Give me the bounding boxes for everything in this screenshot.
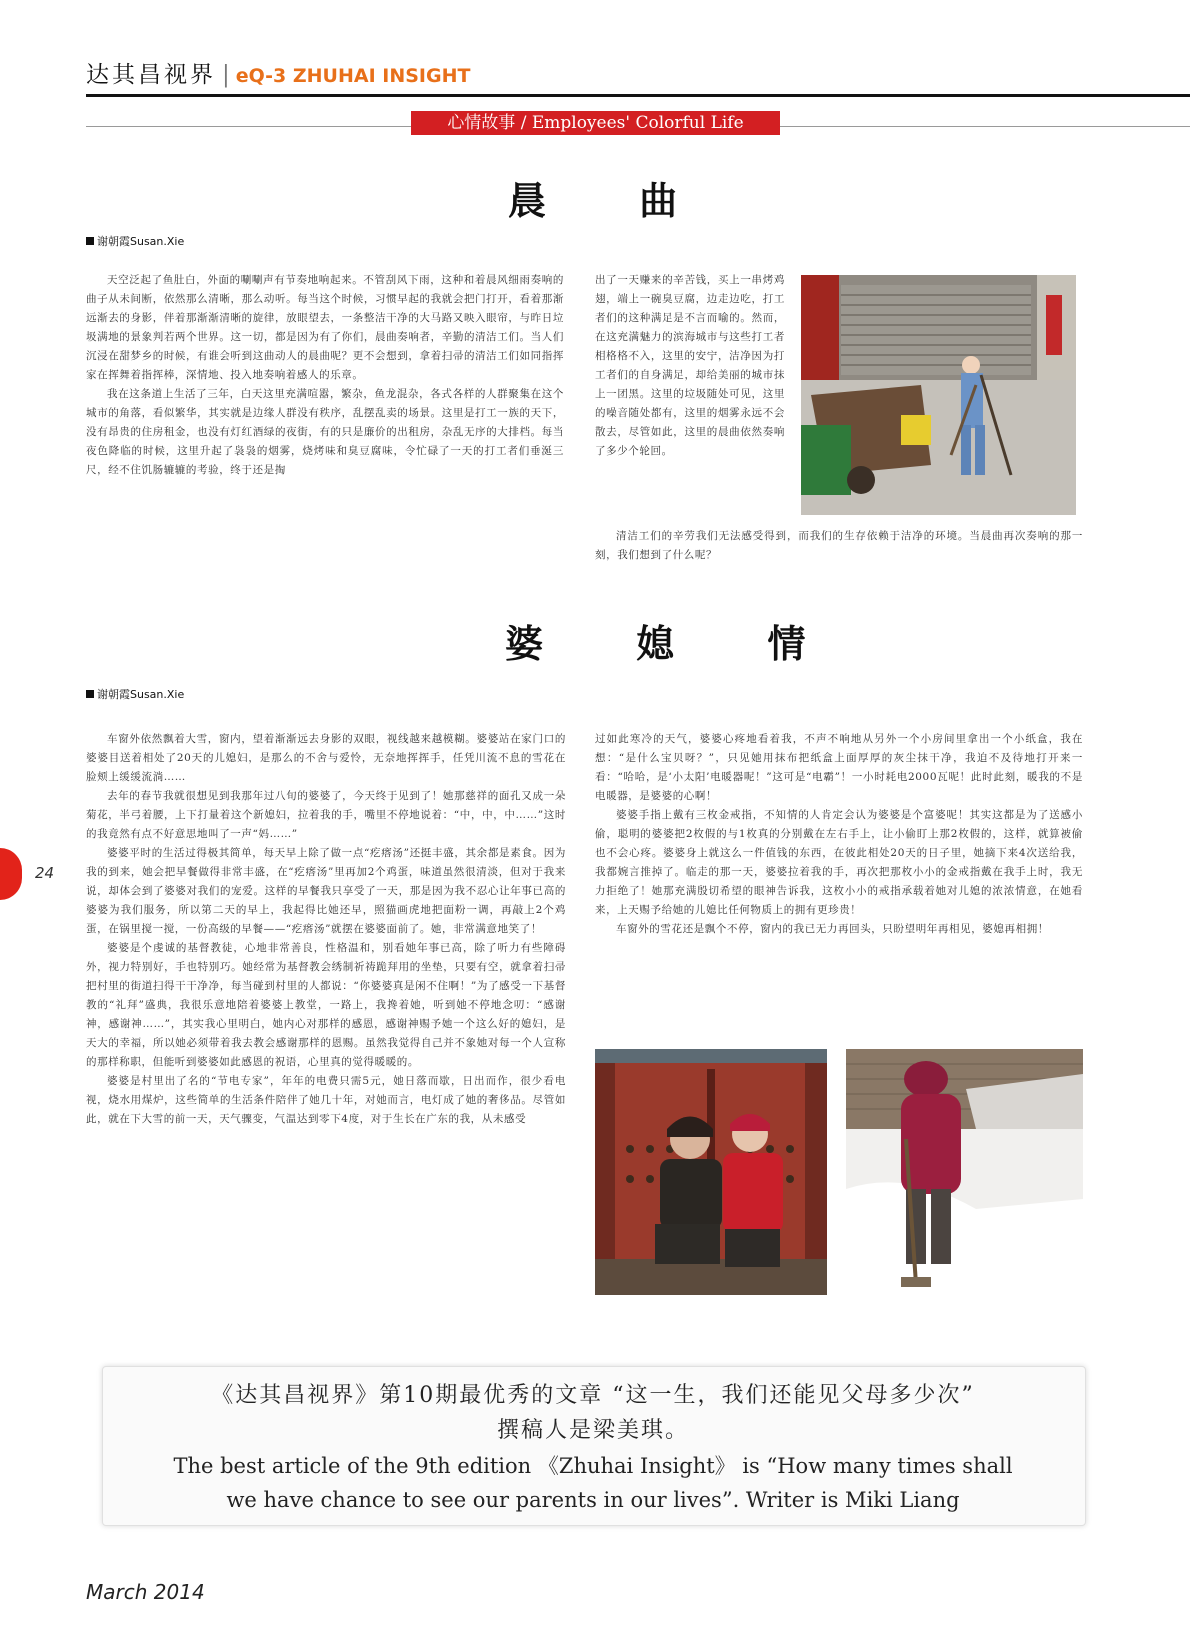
article2-paragraph: 婆婆是个虔诚的基督教徒，心地非常善良，性格温和，别看她年事已高，除了听力有些障碍外，视力特别好，手也特别巧。她经常为基督教会绣制祈祷跪拜用的坐垫，只要有空，就拿着扫帚把村里的街道扫得干干净净，每当碰到村里的人都说：“你婆婆真是闲不住啊！”为了感受一下基督教的“礼拜”盛典，我很乐意地陪着婆婆上教堂，一路上，我搀着她，听到她不停地念叨：“感谢神，感谢神……”，其实我心里明白，她内心对那样的感恩，感谢神赐予她一个这么好的媳妇，是天大的幸福，所以她必须带着我去教会感谢那样的恩赐。虽然我觉得自己并不象她对每一个人宣称的那样称职，但能听到婆婆如此感恩的祝语，心里真的觉得暖暖的。 — [86, 942, 566, 1068]
banner-line-cn-1: 《达其昌视界》第10期最优秀的文章 “这一生，我们还能见父母多少次” — [211, 1383, 975, 1408]
banner-line-en-1: The best article of the 9th edition 《Zhuhai Insight》 is “How many times shall — [173, 1454, 1013, 1478]
street-sweeper-photo — [801, 275, 1076, 515]
article2-paragraph: 去年的春节我就很想见到我那年过八旬的婆婆了，今天终于见到了！她那慈祥的面孔又成一朵菊花，半弓着腰，上下打量着这个新媳妇，拉着我的手，嘴里不停地说着：“中，中，中……”这时的我竟然有点不好意思地叫了一声“妈……” — [86, 790, 566, 840]
header-rule — [86, 94, 1190, 97]
article1-left-column — [86, 271, 564, 567]
grandmother-and-daughter-in-law-photo — [595, 1049, 827, 1295]
article2-paragraph: 婆婆手指上戴有三枚金戒指，不知情的人肯定会认为婆婆是个富婆呢！其实这都是为了送感小偷，聪明的婆婆把2枚假的与1枚真的分别戴在左右手上，让小偷盯上那2枚假的，这样，就算被偷也不会心疼。婆婆身上就这么一件值钱的东西，在彼此相处20天的日子里，她摘下来4次送给我，我都婉言推掉了。临走的那一天，婆婆拉着我的手，再次把那枚小小的金戒指戴在我手上时，我无力拒绝了！她那充满殷切希望的眼神告诉我，这枚小小的戒指承载着她对儿媳的浓浓情意，在她看来，上天赐予给她的儿媳比任何物质上的拥有更珍贵！ — [595, 809, 1083, 916]
section-tag: 心情故事 / Employees' Colorful Life — [411, 111, 780, 135]
article2-title: 婆 媳 情 — [505, 621, 846, 666]
article1-paragraph: 出了一天赚来的辛苦钱，买上一串烤鸡翅，端上一碗臭豆腐，边走边吃，打工者们的这种满足是不言而喻的。然而，在这充满魅力的滨海城市与这些打工者相格格不入，这里的安宁，洁净因为打工者们的自身满足，却给美丽的城市抹上一团黑。这里的垃圾随处可见，这里的噪音随处都有，这里的烟雾永远不会散去，尽管如此，这里的晨曲依然奏响了多少个轮回。 — [595, 274, 785, 457]
article2-paragraph: 婆婆是村里出了名的“节电专家”，年年的电费只需5元，她日落而歇，日出而作，很少看电视，烧水用煤炉，这些简单的生活条件陪伴了她几十年，对她而言，电灯成了她的奢侈品。尽管如此，就在下大雪的前一天，天气骤变，气温达到零下4度，对于生长在广东的我，从未感受 — [86, 1075, 566, 1125]
banner-line-cn-2: 撰稿人是梁美琪。 — [496, 1418, 689, 1443]
page-number-tab — [0, 848, 22, 900]
article1-title: 晨 曲 — [508, 178, 718, 223]
page-number: 24 — [35, 864, 55, 882]
article1-right-column — [595, 271, 785, 521]
article2-paragraph: 车窗外的雪花还是飘个不停，窗内的我已无力再回头，只盼望明年再相见，婆媳再相拥！ — [616, 923, 1049, 935]
grandmother-sweeping-snow-photo — [846, 1049, 1083, 1295]
article2-paragraph: 车窗外依然飘着大雪，窗内，望着渐渐远去身影的双眼，视线越来越模糊。婆婆站在家门口的婆婆目送着相处了20天的儿媳妇，是那么的不舍与爱怜，无奈地挥挥手，任凭川流不息的雪花在脸颊上缓缓流淌…… — [86, 733, 566, 783]
masthead-separator: | — [222, 62, 230, 88]
article1-bottom-column — [595, 527, 1083, 567]
masthead — [86, 56, 470, 89]
issue-date: March 2014 — [86, 1580, 205, 1604]
article2-byline: 谢朝霞Susan.Xie — [86, 686, 184, 702]
article1-paragraph: 天空泛起了鱼肚白，外面的唰唰声有节奏地响起来。不管刮风下雨，这种和着晨风细雨奏响的曲子从未间断，依然那么清晰，那么动听。每当这个时候，习惯早起的我就会把门打开，看着那渐远渐去的身影，伴着那渐渐清晰的旋律，放眼望去，一条整洁干净的大马路又映入眼帘，与昨日垃圾满地的景象判若两个世界。这一切，都是因为有了你们，晨曲奏响者，辛勤的清洁工们。当人们沉浸在甜梦乡的时候，有谁会听到这曲动人的晨曲呢？更不会想到，拿着扫帚的清洁工们如同指挥家在挥舞着指挥棒，深情地、投入地奏响着感人的乐章。 — [86, 274, 564, 381]
article1-paragraph: 清洁工们的辛劳我们无法感受得到，而我们的生存依赖于洁净的环境。当晨曲再次奏响的那一刻，我们想到了什么呢？ — [595, 530, 1083, 561]
article2-right-column — [595, 730, 1083, 1035]
article1-paragraph: 我在这条道上生活了三年，白天这里充满喧嚣，繁杂，鱼龙混杂，各式各样的人群聚集在这个城市的角落，看似繁华，其实就是边缘人群没有秩序，乱摆乱卖的场景。这里是打工一族的天下，没有昂贵的住房租金，也没有灯红酒绿的夜街，有的只是廉价的出租房，杂乱无序的大排档。每当夜色降临的时候，这里升起了袅袅的烟雾，烧烤味和臭豆腐味，令忙碌了一天的打工者们垂涎三尺，经不住饥肠辘辘的考验，终于还是掏 — [86, 388, 564, 476]
masthead-en: eQ-3 ZHUHAI INSIGHT — [235, 65, 471, 87]
article2-left-column — [86, 730, 566, 1303]
article1-byline: 谢朝霞Susan.Xie — [86, 233, 184, 249]
masthead-cn: 达其昌视界 — [86, 62, 216, 88]
banner-line-en-2: we have chance to see our parents in our lives”. Writer is Miki Liang — [226, 1488, 960, 1512]
article2-paragraph: 婆婆平时的生活过得极其简单，每天早上除了做一点“疙瘩汤”还挺丰盛，其余都是素食。因为我的到来，她会把早餐做得非常丰盛，在“疙瘩汤”里再加2个鸡蛋，味道虽然很清淡，但对于我来说，却体会到了婆婆对我们的宠爱。这样的早餐我只享受了一天，那是因为我不忍心让年事已高的婆婆为我们服务，所以第二天的早上，我起得比她还早，照猫画虎地把面粉一调，再敲上2个鸡蛋，在锅里搅一搅，一份高级的早餐——“疙瘩汤”就摆在婆婆面前了。她，非常满意地笑了！ — [86, 847, 566, 935]
article2-paragraph: 过如此寒冷的天气，婆婆心疼地看着我，不声不响地从另外一个小房间里拿出一个小纸盒，我在想：“是什么宝贝呀？”，只见她用抹布把纸盒上面厚厚的灰尘抹干净，我迫不及待地打开来一看：“哈哈，是‘小太阳’电暖器呢！”这可是“电霸”！一小时耗电2000瓦呢！此时此刻，暖我的不是电暖器，是婆婆的心啊！ — [595, 733, 1083, 802]
